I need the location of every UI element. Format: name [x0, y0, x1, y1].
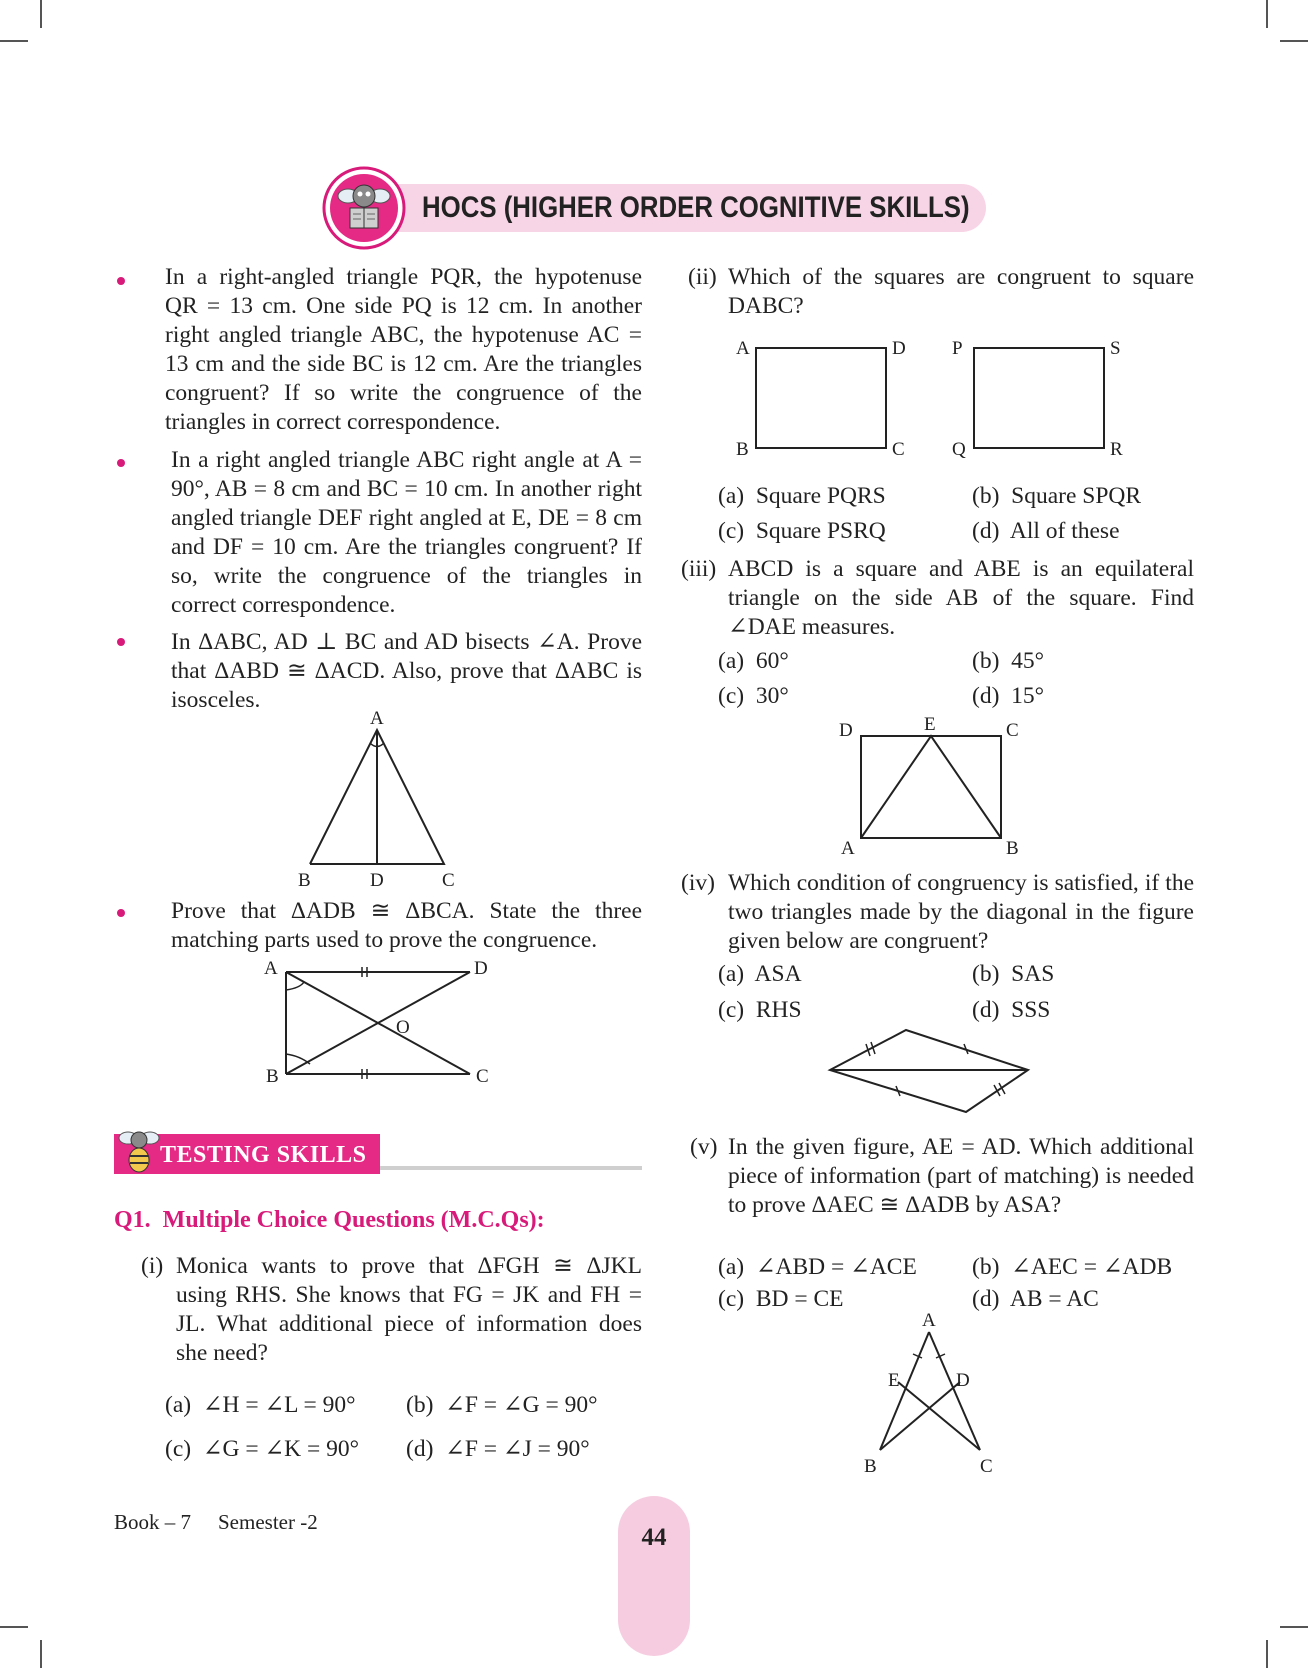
mcq-number: (v) [690, 1134, 718, 1160]
page-number: 44 [641, 1524, 667, 1551]
quadrilateral-diagonal-figure [826, 1026, 1032, 1116]
mcq-option[interactable]: (c) BD = CE [718, 1286, 844, 1312]
label-B: B [298, 870, 311, 890]
label-R: R [1110, 439, 1123, 460]
mcq-option[interactable]: (b) 45° [972, 648, 1045, 674]
label-D: D [839, 720, 853, 741]
mcq-option[interactable]: (c) 30° [718, 683, 789, 709]
label-B: B [736, 439, 749, 460]
bullet-icon [117, 459, 125, 467]
mcq-option[interactable]: (a) 60° [718, 648, 789, 674]
square-triangle-figure [836, 714, 1036, 860]
label-E: E [888, 1370, 900, 1391]
label-P: P [952, 338, 963, 359]
bullet-icon [117, 638, 125, 646]
isosceles-triangle-figure [290, 706, 470, 890]
label-C: C [980, 1456, 993, 1477]
rectangle-diagonal-figure [260, 956, 500, 1090]
mcq-option[interactable]: (a) Square PQRS [718, 483, 886, 509]
mcq-number: (ii) [688, 264, 717, 290]
page-title: HOCS (HIGHER ORDER COGNITIVE SKILLS) [422, 191, 970, 224]
label-S: S [1110, 338, 1121, 359]
label-A: A [841, 838, 855, 859]
mcq-option[interactable]: (c) Square PSRQ [718, 518, 886, 544]
label-C: C [476, 1066, 489, 1087]
mcq-option[interactable]: (b) ∠F = ∠G = 90° [406, 1392, 598, 1418]
footer-book: Book – 7 [114, 1510, 192, 1534]
label-A: A [264, 958, 278, 979]
hocs-question-2: In a right angled triangle ABC right angle at A = 90°, AB = 8 cm and BC = 10 cm. In another right angled triangle DEF right angled at E, DE = 8 cm and DF = 10 cm. Are the triangles congruent? If so, write the congruence of the triangles in correct correspondence. [171, 447, 642, 618]
label-C: C [892, 439, 905, 460]
label-D: D [892, 338, 906, 359]
bullet-icon [117, 909, 125, 917]
crop-mark [1266, 1640, 1268, 1668]
label-E: E [924, 714, 936, 735]
mcq-option[interactable]: (a) ASA [718, 961, 802, 987]
label-C: C [1006, 720, 1019, 741]
footer-semester: Semester -2 [218, 1510, 318, 1534]
mcq-question-3: ABCD is a square and ABE is an equilateral triangle on the side AB of the square. Find ∠DAE measures. [728, 556, 1194, 640]
mcq-question-4: Which condition of congruency is satisfied, if the two triangles made by the diagonal in the figure given below are congruent? [728, 870, 1194, 954]
label-D: D [474, 958, 488, 979]
mcq-question-1: Monica wants to prove that ΔFGH ≅ ΔJKL using RHS. She knows that FG = JK and FH = JL. What additional piece of information does she need? [176, 1253, 642, 1366]
mcq-question-2: Which of the squares are congruent to square DABC? [728, 264, 1194, 319]
crop-mark [1280, 40, 1308, 42]
mcq-option[interactable]: (b) ∠AEC = ∠ADB [972, 1254, 1173, 1280]
mcq-number: (iii) [681, 556, 717, 582]
bee-icon [116, 1124, 162, 1176]
mcq-option[interactable]: (a) ∠ABD = ∠ACE [718, 1254, 917, 1280]
mcq-option[interactable]: (d) All of these [972, 518, 1120, 544]
label-O: O [396, 1017, 410, 1038]
label-B: B [1006, 838, 1019, 859]
testing-skills-title: TESTING SKILLS [160, 1142, 367, 1168]
q1-heading: Q1. Multiple Choice Questions (M.C.Qs): [114, 1207, 545, 1233]
label-B: B [864, 1456, 877, 1477]
label-A: A [736, 338, 750, 359]
squares-figure [728, 330, 1128, 464]
hocs-question-3: In ΔABC, AD ⊥ BC and AD bisects ∠A. Prove that ΔABD ≅ ΔACD. Also, prove that ΔABC is isosceles. [171, 629, 642, 713]
mcq-option[interactable]: (d) 15° [972, 683, 1045, 709]
bee-icon [322, 166, 406, 250]
label-A: A [370, 708, 384, 729]
mcq-option[interactable]: (d) SSS [972, 997, 1051, 1023]
mcq-option[interactable]: (c) ∠G = ∠K = 90° [165, 1436, 360, 1462]
page-number-pill [618, 1496, 690, 1656]
label-A: A [922, 1310, 936, 1331]
mcq-number: (iv) [681, 870, 715, 896]
crop-mark [0, 40, 28, 42]
mcq-option[interactable]: (d) ∠F = ∠J = 90° [406, 1436, 590, 1462]
bullet-icon [117, 277, 125, 285]
hocs-question-4: Prove that ΔADB ≅ ΔBCA. State the three matching parts used to prove the congruence. [171, 898, 642, 953]
crop-mark [1280, 1626, 1308, 1628]
label-C: C [442, 870, 455, 890]
label-D: D [370, 870, 384, 890]
mcq-option[interactable]: (c) RHS [718, 997, 802, 1023]
mcq-option[interactable]: (a) ∠H = ∠L = 90° [165, 1392, 356, 1418]
mcq-number: (i) [141, 1253, 164, 1279]
mcq-option[interactable]: (b) SAS [972, 961, 1055, 987]
crop-mark [40, 1640, 42, 1668]
crop-mark [0, 1626, 28, 1628]
mcq-option[interactable]: (b) Square SPQR [972, 483, 1142, 509]
label-B: B [266, 1066, 279, 1087]
crop-mark [40, 0, 42, 28]
mcq-question-5: In the given figure, AE = AD. Which additional piece of information (part of matching) is needed to prove ΔAEC ≅ ΔADB by ASA? [728, 1134, 1194, 1218]
mcq-option[interactable]: (d) AB = AC [972, 1286, 1099, 1312]
label-Q: Q [952, 439, 966, 460]
crossed-triangles-figure [856, 1310, 1012, 1480]
label-D: D [956, 1370, 970, 1391]
hocs-question-1: In a right-angled triangle PQR, the hypotenuse QR = 13 cm. One side PQ is 12 cm. In another right angled triangle ABC, the hypotenuse AC = 13 cm and the side BC is 12 cm. Are the triangles congruent? If so write the congruence of the triangles in correct correspondence. [165, 264, 642, 435]
crop-mark [1266, 0, 1268, 28]
